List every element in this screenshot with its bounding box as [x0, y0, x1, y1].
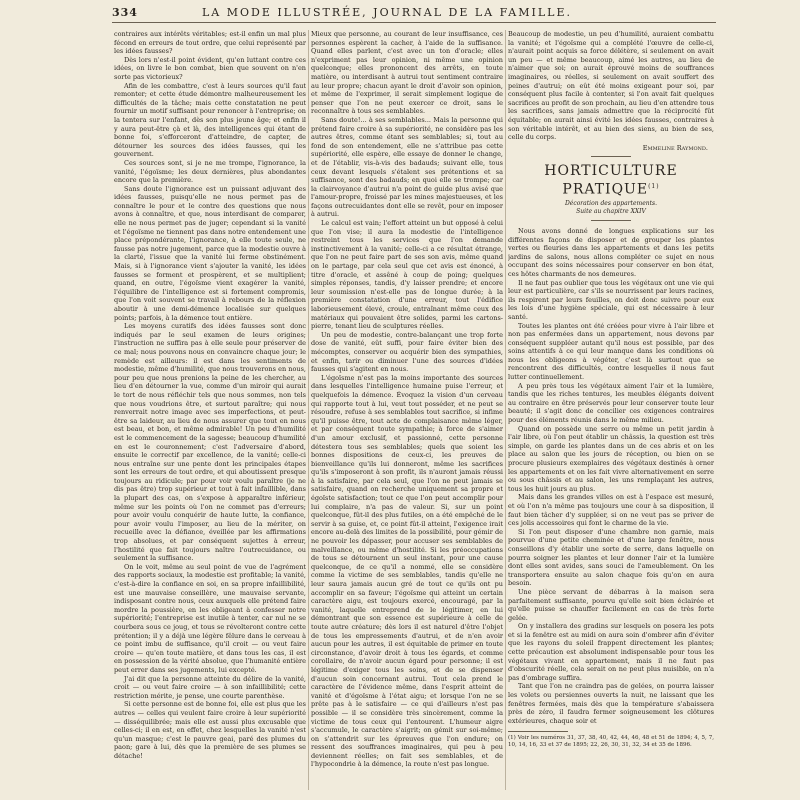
paragraph: Le calcul est vain; l'effort atteint un but opposé à celui que l'on vise; il aura la modestie de l'intelligence restreint tous les services que l'on demande instinctivement à la vanité; celle-ci a ce résultat étrange, que l'on ne peut faire part de ses son avis, même quand on le partage, par cela seul que cet avis est énoncé, à titre d'oracle, et assêné à coup de poing; quelques simples réponses, tandis, d'y laisser prendre; et encore leur soumission n'est-elle pas de longue durée; à la première constatation d'une erreur, tout l'édifice laborieusement élevé, croule, entraînant même ceux des matériaux qui pouvaient être solides, parmi les cartons-pierre, tenant lieu de sculptures réelles. [311, 219, 503, 331]
column-left [114, 30, 306, 794]
header-rule [112, 22, 716, 23]
paragraph: Une pièce servant de débarras à la maison sera parfaitement suffisante, pourvu qu'elle soit bien éclairée et qu'elle puisse se chauffer facilement en cas de très forte gelée. [508, 587, 714, 622]
section-divider [591, 156, 631, 157]
paragraph: Tant que l'on ne craindra pas de gelées, on pourra laisser les volets ou persiennes ouverts la nuit, ne laissant que les fenêtres fermées, mais dès que la température s'abaissera près de zéro, il faudra fermer soigneusement les clôtures extérieures, chaque soir et [508, 682, 714, 725]
footnote-divider [508, 731, 568, 732]
column-right [508, 30, 714, 794]
footnote: (1) Voir les numéros 31, 37, 38, 40, 42, 44, 46, 48 et 51 de 1894; 4, 5, 7, 10, 14, 16, 33 et 37 de 1895; 22, 26, 30, 31, 32, 34 et 35 de 1896. [508, 735, 714, 749]
paragraph: Nous avons donné de longues explications sur les différentes façons de disposer et de grouper les plantes vertes ou fleuries dans les appartements et dans les petits jardins de salons, nous allons compléter ce sujet en nous occupant des soins nécessaires pour conserver en bon état, ces hôtes charmants de nos demeures. [508, 226, 714, 278]
paragraph: Toutes les plantes ont été créées pour vivre à l'air libre et non pas enfermées dans un appartement, nous devons par conséquent suppléer autant qu'il nous est possible, par des soins attentifs à ce qui leur manque dans les conditions où nous les obligeons à végéter, c'est là surtout que se rencontrent des difficultés, contre lesquelles il nous faut lutter continuellement. [508, 321, 714, 382]
paragraph: On y installera des gradins sur lesquels on posera les pots et si la fenêtre est au midi on aura soin d'ombrer afin d'éviter que les rayons du soleil frappent directement les plantes; cette précaution est absolument indispensable pour tous les végétaux vivant en appartement, mais il ne faut pas d'obscurité réelle, cela serait on ne peut plus nuisible, on n'a pas d'ombrage suffira. [508, 622, 714, 682]
paragraph: Dès lors n'est-il point évident, qu'en luttant contre ces idées, on livre le bon combat, bien que souvent on n'en sorte pas victorieux? [114, 55, 306, 81]
page-number: 334 [112, 6, 138, 19]
paragraph: On le voit, même au seul point de vue de l'agrément des rapports sociaux, la modestie est profitable; la vanité, c'est-à-dire la confiance en soi, en sa propre infaillibilité, est une mauvaise conseillère, une mauvaise servante, indisposant contre nous, ceux auxquels elle prétend faire mordre la poussière, en les obligeant à confesser notre supériorité; l'entreprise est inutile à tenter, car nul ne se courbera sous ce joug, et tous se révolteront contre cette prétention; il y a déjà une légère fêlure dans le cerveau à ce point imbu de suffisance, qu'il croit — ou veut faire croire — qu'en toute matière, et dans tous les cas, il est en possession de la vérité absolue, que l'humanité entière peut errer dans ses jugements, lui excepté. [114, 562, 306, 674]
paragraph: Si cette personne est de bonne foi, elle est plus que les autres — celles qui veulent faire croire à leur supériorité — disséquilibrée; mais elle est aussi plus excusable que celles-ci; il en est, en effet, chez lesquelles la vanité n'est qu'un masque; c'est le pauvre geai, paré des plumes du paon; gare à lui, dès que la première de ses plumes se détache! [114, 700, 306, 760]
footnote-marker: (1) [648, 183, 660, 191]
paragraph: Un peu de modestie, contre-balançant une trop forte dose de vanité, eût suffi, pour faire éviter bien des mécomptes, conserver ou acquérir bien des sympathies, et enfin, tarir ou diminuer l'une des sources d'idées fausses qui s'agitent en nous. [311, 330, 503, 374]
running-title: LA MODE ILLUSTRÉE, JOURNAL DE LA FAMILLE. [201, 6, 572, 19]
paragraph: Ces sources sont, si je ne me trompe, l'ignorance, la vanité, l'égoïsme; les deux dernières, plus abondantes encore que la première. [114, 158, 306, 185]
paragraph: L'égoïsme n'est pas la moins importante des sources dans lesquelles l'intelligence humaine puise l'erreur, et quelquefois la démence. Évoquez la vision d'un cerveau qui rapporte tout à lui, veut tout posséder, et ne peut se résoudre, refuse à ses semblables tout sacrifice, si infime qu'il puisse être, tout acte de complaisance même léger, et par conséquent toute sympathie; à force de s'aimer d'un amour exclusif, et passionné, cette personne détestera tous ses semblables; quels que soient les bonnes dispositions de ceux-ci, les preuves de bienveillance qu'ils lui donneront, même les sacrifices qu'ils s'imposeront à son profit, ils n'auront jamais réussi à la satisfaire, par cela seul, que l'on ne peut jamais se satisfaire, quand on recherche uniquement sa propre et égoïste satisfaction; tout ce que l'on peut accomplir pour lui complaire, n'a pas de valeur. Si, sur un point quelconque, fût-il des plus futiles, on a été empêché de le servir à sa guise, et, ce point fût-il atteint, l'exigence irait encore au-delà des limites de la possibilité, pour gémir de ne pouvoir les dépasser, pour accuser ses semblables de malveillance, ou même d'hostilité. Si les préoccupations de tous se détournent un seul instant, pour une cause quelconque, de ce qu'il a nommé, elle se considère comme la victime de ses semblables, tandis qu'elle ne leur saura jamais aucun gré de tout ce qu'ils ont pu accomplir en sa faveur; l'égoïsme qui atteint un certain caractère aigu, est toujours exercé, encouragé, par la vanité, laquelle entreprend de le légitimer, en lui démontrant que son essence est supérieure à celle de toute autre créature; dès lors il est naturel d'être l'objet de tous les empressements d'autrui, et de n'en avoir aucun pour les autres, il est équitable de primer en toute circonstance, d'avoir droit à tous les égards, et comme corollaire, de n'avoir aucun égard pour personne; il est légitime d'exiger tous les soins, et de se dispenser d'aucun soin concernant autrui. Tout cela prend le caractère de l'évidence même, dans l'esprit atteint de vanité et d'égoïsme à l'état aigu; et lorsque l'on ne se prête pas à le satisfaire — ce qui d'ailleurs n'est pas possible — il se considère très sincèrement, comme la victime de tous ceux qui l'entourent. L'humeur aigre s'accumule, le caractère s'aigrit; on gémit sur soi-même; on s'attendrit sur les épreuves que l'on endure; on ressent des souffrances imaginaires, qui peu à peu deviennent réelles; on fait ses semblables, et de l'hypocondrie à la démence, la route n'est pas longue. [311, 373, 503, 769]
paragraph: A peu près tous les végétaux aiment l'air et la lumière, tandis que les riches tentures, les meubles élégants doivent au contraire en être préservés pour leur conserver toute leur beauté; il s'agit donc de concilier ces exigences contraires pour des éléments réunis dans le même milieu. [508, 381, 714, 425]
section-title-text: HORTICULTURE PRATIQUE [544, 163, 678, 198]
column-divider [308, 30, 309, 790]
paragraph: Beaucoup de modestie, un peu d'humilité, auraient combattu la vanité; et l'égoïsme qui a complété l'œuvre de celle-ci, n'aurait point acquis sa force délétère, si seulement on avait un peu — et même beaucoup, aimé les autres, au lieu de n'aimer que soi; on aurait éprouvé moins de souffrances imaginaires, ou réelles, si seulement on avait souffert des peines d'autrui; on eût été moins exigeant pour soi, par conséquent plus facile à contenter, si l'on avait fait quelques sacrifices au profit de son prochain, au lieu d'en attendre tous les sacrifices, sans jamais admettre que la réciprocité fût équitable; on aurait ainsi évité les idées fausses, contraires à son véritable intérêt, et au bien des siens, au bien de ses, celle du corps. [508, 30, 714, 142]
section-subtitle-continued: Suite au chapitre XXIV [576, 207, 646, 215]
paragraph: Si l'on peut disposer d'une chambre non garnie, mais pourvue d'une petite cheminée et d'une large fenêtre, nous conseillons d'y établir une sorte de serre, dans laquelle on pourra soigner les plantes et leur donner l'air et la lumière dont elles sont avides, sans souci de l'ameublement. On les transportera ensuite au salon chaque fois qu'on en aura besoin. [508, 527, 714, 588]
paragraph: Mais dans les grandes villes on est à l'espace est mesuré, et où l'on n'a même pas toujours une cour à sa disposition, il faut bien tâcher d'y suppléer, si on ne veut pas se priver de ces jolis accessoires qui font le charme de la vie. [508, 493, 714, 528]
author-signature: Emmeline Raymond. [642, 143, 708, 152]
section-subtitle: Décoration des appartements. [564, 199, 658, 207]
paragraph: contraires aux intérêts véritables; est-il enfin un mal plus fécond en erreurs de tout ordre, que celui représenté par les idées fausses? [114, 30, 306, 56]
section-title [508, 163, 714, 198]
paragraph: Afin de les combattre, c'est à leurs sources qu'il faut remonter; et cette étude démontre malheureusement les difficultés de la tâche; mais cette constatation ne peut fournir un motif suffisant pour renoncer à l'entreprise; on la tentera sur l'enfant, dès son plus jeune âge; et enfin il y aura peut-être çà et là, des intelligences qui étant de bonne foi, s'efforceront d'atteindre, de capter, de détourner les sources des idées fausses, qui les gouvernent. [114, 81, 306, 159]
section-divider [591, 220, 631, 221]
column-middle [311, 30, 503, 794]
paragraph: Il ne faut pas oublier que tous les végétaux ont une vie qui leur est particulière, car s'ils se nourrissent par leurs racines, ils respirent par leurs feuilles, on doit donc suivre pour eux les lois d'une hygiène spéciale, qui est nécessaire à leur santé. [508, 278, 714, 321]
paragraph: Mieux que personne, au courant de leur insuffisance, ces personnes espèrent la cacher, à l'aide de la suffisance. Quand elles parlent, c'est avec un ton d'oracle; elles n'expriment pas leur opinion, ni même une opinion quelconque; elles prononcent des arrêts, en toute matière, ou interdisant à autrui tout sentiment contraire au leur propre; chacun ayant le droit d'avoir son opinion, et même de l'exprimer, il serait simplement logique de penser que l'on ne peut exercer ce droit, sans le reconnaître à tous ses semblables. [311, 30, 503, 116]
paragraph: Quand on possède une serre ou même un petit jardin à l'air libre, où l'on peut établir un châssis, la question est très simple, on garde les plantes dans un de ces abris et on les place au salon que les jours de réception, ou bien on se procure plusieurs exemplaires des végétaux destinés à orner les appartements et on les fait vivre alternativement en serre ou sous châssis et au salon, les uns remplaçant les autres, tous les huit jours au plus. [508, 424, 714, 493]
paragraph: J'ai dit que la personne atteinte du délire de la vanité, croit — ou veut faire croire — à son infaillibilité; cette restriction mérite, je pense, une courte parenthèse. [114, 674, 306, 700]
column-divider [505, 30, 506, 790]
paragraph: Sans doute l'ignorance est un puissant adjuvant des idées fausses, puisqu'elle ne nous permet pas de connaître le pour et le contre des questions que nous avons à connaître, et que, nous interdisant de comparer, elle ne nous permet pas de juger; cependant si la vanité et l'égoïsme ne tiennent pas dans notre entendement une place prépondérante, l'ignorance, à elle toute seule, ne fausse pas notre jugement, parce que la modestie ouvre à la clarté, l'issue que la vanité lui ferme obstinément. Mais, si à l'ignorance vient s'ajouter la vanité, les idées fausses se forment et prospèrent, et se multiplient; quand, en outre, l'égoïsme vient exagérer la vanité, l'équilibre de l'intelligence est si fortement compromis, que l'on voit souvent se travail à rebours de la réflexion aboutir à une demi-démence localisée sur quelques points; parfois, à la démence tout entière. [114, 184, 306, 322]
paragraph: Les moyens curatifs des idées fausses sont donc indiqués par le seul examen de leurs origines; l'instruction ne suffira pas à elle seule pour préserver de ce mal; nous pouvons nous en convaincre chaque jour; le remède est ailleurs: il est dans les sentiments de modestie, même d'humilité, que nous trouverons en nous, pour peu que nous prenions la peine de les chercher, au lieu d'en détourner la vue, comme d'un miroir qui aurait le tort de nous réfléchir tels que nous sommes, non tels que nous voudrions être, et surtout paraître; qui nous renverrait notre image avec ses imperfections, et peut-être sa laideur, au lieu de nous assurer que tout en nous est beau, et bon, et même admirable! Un peu d'humilité est le commencement de la sagesse; beaucoup d'humilité en est le couronnement; c'est l'adversaire d'abord, ensuite le correctif par excellence, de la vanité; celle-ci nous entraîne sur une pente dont les principales étapes sont les erreurs de tout ordre, et qui aboutissent presque toujours au ridicule; par pour voir voulu paraître (je ne dis pas être) trop supérieur et tout à fait infaillible, dans la plupart des cas, on s'expose à apparaître inférieur, même sur les points où l'on ne commet pas d'erreurs; pour avoir voulu conquérir de haute lutte, la confiance, pour avoir voulu l'imposer, au lieu de la mériter, on recueille avec la défiance, éveillée par les affirmations trop absolues, et par conséquent sujettes à erreur, l'hostilité que fait toujours naître l'outrecuidance, ou seulement la suffisance. [114, 322, 306, 563]
paragraph: Sans doute!... à ses semblables... Mais la personne qui prétend faire croire à sa supériorité, ne considère pas les autres êtres, comme étant ses semblables; si, tout au fond de son entendement, elle ne s'attribue pas cette supériorité, elle espère, elle essaye de donner le change, et de l'établir, vis-à-vis des badauds; suivant elle, tous ceux devant lesquels s'étalent ses prétentions et sa suffisance, sont des badauds; en quoi elle se trompe; car la clairvoyance d'autrui n'a point de guide plus avisé que l'amour-propre, froissé par les mines majestueuses, et les façons outrecuidantes dont elle se revêt, pour en imposer à autrui. [311, 115, 503, 219]
